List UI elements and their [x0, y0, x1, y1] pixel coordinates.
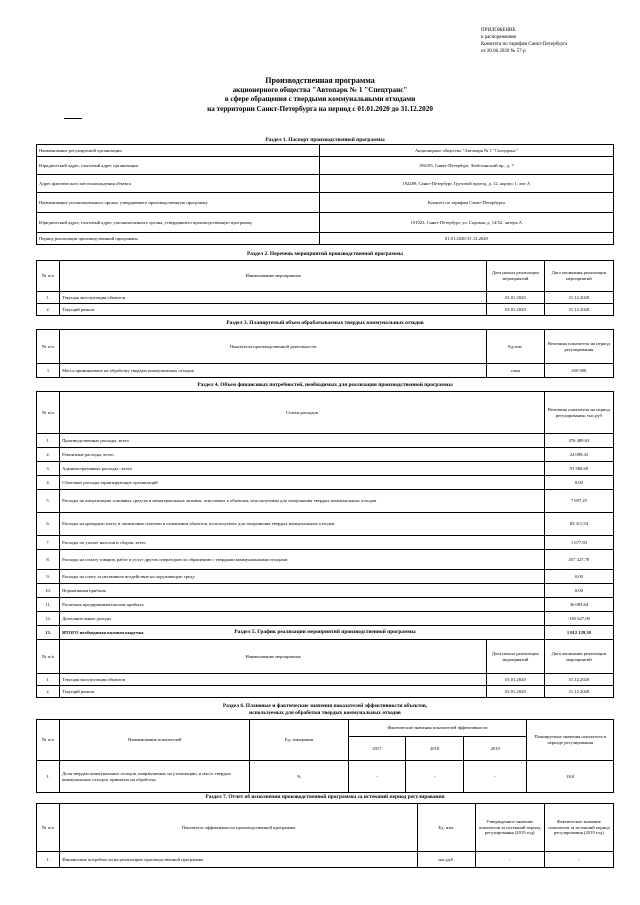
title-line-3: в сфере обращения с твердыми коммунальными отходами [224, 95, 416, 104]
cell-value: 91 360,69 [544, 462, 613, 476]
table-header-row [37, 392, 614, 434]
header-name: Статьи расходов [60, 392, 545, 434]
header-end: Дата окончания реализации мероприятий [544, 640, 613, 674]
table-row [37, 852, 614, 868]
header-num: № п/п [37, 330, 60, 364]
cell-value: 192289, Санкт-Петербург, Грузовой проезд, д. 12, корпус 1, лит А [319, 175, 613, 193]
cell-name: Дополнительные доходы [60, 612, 545, 626]
header-start: Дата начала реализации мероприятий [487, 640, 545, 674]
table-row [37, 598, 614, 612]
header-name: Наименование мероприятия [60, 640, 487, 674]
cell-unit: тонн [487, 364, 545, 378]
cell-name: Административные расходы - всего [60, 462, 545, 476]
cell-value: 191023, Санкт-Петербург, ул. Садовая, д. 14/52, литера А [319, 213, 613, 233]
table-row [37, 145, 614, 157]
cell-num: 4. [37, 476, 60, 490]
section5-title: Раздел 5. График реализации мероприятий производственной программы [234, 629, 416, 635]
table-row [37, 462, 614, 476]
cell-start: 01.01.2020 [487, 674, 545, 686]
appendix-line: от 30.06.2020 № 57-р [481, 49, 526, 54]
table-header-row [37, 640, 614, 674]
cell-num: 1. [37, 761, 60, 793]
table-row [37, 612, 614, 626]
cell-end: 31.12.2020 [544, 304, 613, 316]
header-num: № п/п [37, 720, 60, 761]
header-approved: Утвержденное значение показателя за истекший период регулирования (2019 год) [475, 804, 544, 852]
cell-num: 6. [37, 513, 60, 536]
header-name: Наименование показателей [60, 720, 250, 761]
divider-mark [64, 118, 82, 119]
cell-2019: - [463, 761, 526, 793]
appendix-line: Комитета по тарифам Санкт-Петербурга [481, 42, 568, 47]
cell-num: 2. [37, 448, 60, 462]
cell-value: 0,00 [544, 570, 613, 584]
table-row [37, 175, 614, 193]
table-row [37, 434, 614, 448]
cell-value: 0,00 [544, 476, 613, 490]
cell-end: 31.12.2020 [544, 674, 613, 686]
header-name: Наименование мероприятия [60, 261, 487, 292]
cell-value: 1 012 129,39 [544, 626, 613, 640]
section1-table [36, 144, 614, 245]
cell-plan: 18,0 [527, 761, 614, 793]
cell-num: 11. [37, 598, 60, 612]
cell-num: 2. [37, 304, 60, 316]
cell-num: 1 [37, 364, 60, 378]
header-name: Показатель эффективности производственной программы [60, 804, 418, 852]
cell-num: 1. [37, 852, 60, 868]
header-year: 2017 [348, 737, 406, 761]
cell-label: Адрес фактического местонахождения объекта [37, 175, 320, 193]
cell-value: -165 627,00 [544, 612, 613, 626]
cell-name: Текущий ремонт [60, 686, 487, 698]
table-header-row [37, 330, 614, 364]
cell-approved: - [475, 852, 544, 868]
cell-name: Расчетная предпринимательская прибыль [60, 598, 545, 612]
cell-start: 01.01.2020 [487, 686, 545, 698]
table-header-row [37, 261, 614, 292]
cell-name: Масса принимаемых на обработку твердых коммунальных отходов [60, 364, 487, 378]
cell-label: Юридический адрес, почтовый адрес организации [37, 157, 320, 175]
cell-name: Расходы на амортизацию основных средств и нематериальных активов, относимых к объектам, используемым для захоронения твердых коммунальных отходов [60, 490, 545, 513]
cell-value: 476 489,63 [544, 434, 613, 448]
section2-title: Раздел 2. Перечень мероприятий производственной программы [246, 251, 404, 257]
header-unit: Ед.изм. [487, 330, 545, 364]
table-row [37, 193, 614, 213]
cell-2017: - [348, 761, 406, 793]
cell-name: Нормативная прибыль [60, 584, 545, 598]
table-row [37, 157, 614, 175]
table-row [37, 448, 614, 462]
cell-name: Доля твердых коммунальных отходов, направляемых на утилизацию, в массе твердых коммунальных отходов, принятых на обработку [60, 761, 250, 793]
header-unit: Ед. изм. [417, 804, 475, 852]
cell-num: 5. [37, 490, 60, 513]
cell-name: Текущий ремонт [60, 304, 487, 316]
header-value: Величина показателя на период регулирования, тыс.руб [544, 392, 613, 434]
table-row [37, 490, 614, 513]
table-header-row [37, 804, 614, 852]
cell-num: 1. [37, 674, 60, 686]
cell-unit: тыс.руб. [417, 852, 475, 868]
header-num: № п/п [37, 392, 60, 434]
section3-title: Раздел 3. Планируемый объем обрабатываемых твердых коммунальных отходов [226, 320, 424, 326]
table-row [37, 536, 614, 550]
header-unit: Ед. измерения [250, 720, 348, 761]
appendix-line: к распоряжению [481, 35, 517, 40]
cell-label: Юридический адрес, почтовый адрес уполномоченного органа, утвердившего производственную программу [37, 213, 320, 233]
section7-table [36, 803, 614, 868]
cell-name: ИТОГО необходимая валовая выручка [60, 626, 545, 640]
document-title [0, 76, 640, 114]
header-actual: Фактическое значение показателя за истекший период регулирования (2019 год) [544, 804, 613, 852]
cell-unit: % [250, 761, 348, 793]
cell-num: 9. [37, 570, 60, 584]
table-row [37, 550, 614, 570]
section2-table [36, 260, 614, 316]
cell-num: 12. [37, 612, 60, 626]
cell-value: 1 677,83 [544, 536, 613, 550]
title-line-2: акционерного общества "Автопарк № 1 "Спецтранс" [232, 85, 408, 94]
cell-label: Наименование регулируемой организации [37, 145, 320, 157]
section4-table [36, 391, 614, 640]
cell-name: Расходы на плату за негативное воздействие на окружающую среду [60, 570, 545, 584]
cell-actual: - [544, 852, 613, 868]
cell-name: Расходы по уплате налогов и сборов, всего [60, 536, 545, 550]
cell-num: 7. [37, 536, 60, 550]
title-line-1: Производственная программа [265, 76, 375, 85]
cell-name: Ремонтные расходы, всего [60, 448, 545, 462]
cell-name: Расходы на арендную плату и лизинговые платежи в отношении объектов, используемых для захоронения твердых коммунальных отходов [60, 513, 545, 536]
cell-value: Комитет по тарифам Санкт-Петербурга [319, 193, 613, 213]
cell-value: Акционерное общество "Автопарк № 1 "Спецтранс" [319, 145, 613, 157]
section3-table [36, 329, 614, 378]
appendix-line: ПРИЛОЖЕНИЕ [481, 28, 516, 33]
section7-title: Раздел 7. Отчет об исполнении производственной программы за истекший период регулирования [205, 794, 445, 800]
cell-num: 13. [37, 626, 60, 640]
cell-value: 457 327,78 [544, 550, 613, 570]
table-row [37, 213, 614, 233]
cell-value: 36 083,64 [544, 598, 613, 612]
cell-value: 196105, Санкт-Петербург, Люботинский пр., д. 7 [319, 157, 613, 175]
header-value: Величина показателя на период регулирования [544, 330, 613, 364]
table-row [37, 233, 614, 245]
table-row [37, 584, 614, 598]
cell-value: 0,00 [544, 584, 613, 598]
cell-name: Сбытовые расходы гарантирующих организаций [60, 476, 545, 490]
header-num: № п/п [37, 804, 60, 852]
table-row [37, 570, 614, 584]
table-row [37, 513, 614, 536]
cell-value: 01.01.2020-31.12.2020 [319, 233, 613, 245]
cell-value: 83 311,54 [544, 513, 613, 536]
cell-value: 7 697,25 [544, 490, 613, 513]
table-row [37, 292, 614, 304]
appendix-block [481, 27, 567, 55]
header-end: Дата окончания реализации мероприятий [544, 261, 613, 292]
header-year: 2019 [463, 737, 526, 761]
header-fact: Фактические значения показателей эффективности [348, 720, 527, 737]
cell-label: Наименование уполномоченного органа, утвердившего производственную программу [37, 193, 320, 213]
cell-start: 01.01.2020 [487, 304, 545, 316]
cell-num: 3. [37, 462, 60, 476]
cell-name: Текущая эксплуатация объектов [60, 674, 487, 686]
cell-value: 450 000 [544, 364, 613, 378]
cell-end: 31.12.2020 [544, 686, 613, 698]
table-row [37, 674, 614, 686]
cell-num: 2. [37, 686, 60, 698]
cell-end: 31.12.2020 [544, 292, 613, 304]
header-num: № п/п [37, 640, 60, 674]
table-row [37, 476, 614, 490]
cell-name: Финансовые потребности на реализацию производственной программы [60, 852, 418, 868]
table-row [37, 686, 614, 698]
section4-title: Раздел 4. Объем финансовых потребностей, необходимых для реализации производственной программы [197, 382, 453, 388]
cell-name: Текущая эксплуатация объектов [60, 292, 487, 304]
cell-start: 01.01.2020 [487, 292, 545, 304]
cell-num: 1. [37, 292, 60, 304]
header-plan: Планируемые значения показателя в периоде регулирования [527, 720, 614, 761]
section1-title: Раздел 1. Паспорт производственной программы [265, 137, 385, 143]
cell-name: Производственные расходы, всего [60, 434, 545, 448]
header-start: Дата начала реализации мероприятий [487, 261, 545, 292]
table-header-row [37, 720, 614, 737]
section5-table [36, 639, 614, 698]
title-line-4: на территории Санкт-Петербурга на период с 01.01.2020 до 31.12.2020 [207, 104, 433, 113]
cell-num: 8. [37, 550, 60, 570]
section6-title-line1: Раздел 6. Плановые и фактические значения показателей эффективности объектов, [222, 703, 428, 709]
table-row [37, 304, 614, 316]
header-num: № п/п [37, 261, 60, 292]
header-year: 2018 [406, 737, 464, 761]
cell-label: Период реализации производственной программы [37, 233, 320, 245]
cell-2018: - [406, 761, 464, 793]
table-row [37, 364, 614, 378]
cell-value: 24 009,43 [544, 448, 613, 462]
table-row [37, 761, 614, 793]
cell-num: 1. [37, 434, 60, 448]
section6-title-line2: используемых для обработки твердых коммунальных отходов [249, 710, 401, 716]
header-name: Показатели производственной деятельности [60, 330, 487, 364]
section6-table [36, 719, 614, 793]
cell-name: Расходы на оплату товаров, работ и услуг других операторов по обращению с твердыми коммунальными отходами [60, 550, 545, 570]
cell-num: 10. [37, 584, 60, 598]
